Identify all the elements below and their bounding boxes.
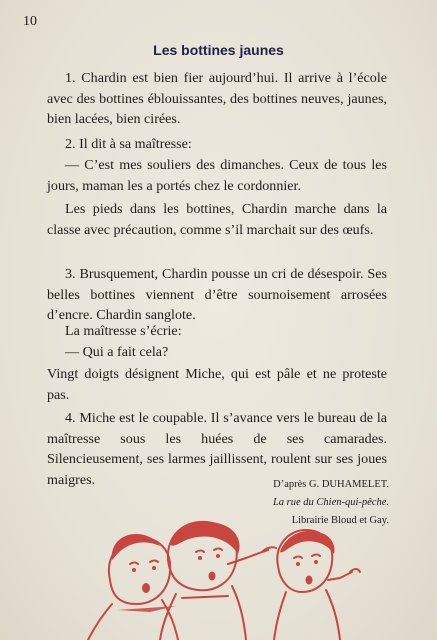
story-title: Les bottines jaunes (153, 42, 284, 58)
child-center-figure (160, 522, 276, 640)
children-pointing-illustration (0, 500, 437, 640)
paragraph-2: 2. Il dit à sa maîtresse: (65, 136, 192, 152)
paragraph-7: — Qui a fait cela? (65, 344, 169, 360)
paragraph-6: La maîtresse s’écrie: (65, 323, 182, 339)
child-right-figure (274, 530, 360, 640)
paragraph-3: — C’est mes souliers des dimanches. Ceux de tous les jours, maman les a portés chez le cordonnier. (47, 157, 387, 194)
paragraph-9: 4. Miche est le coupable. Il s’avance vers le bureau de la maîtresse sous les huées de ses camarades. Silencieusement, ses larmes jaillissent, roulent sur ses joues maigres. (47, 410, 387, 488)
paragraph-4: Les pieds dans les bottines, Chardin marche dans la classe avec précaution, comme s’il marchait sur des œufs. (47, 201, 387, 238)
page-number: 10 (23, 14, 37, 29)
credit-book-title: La rue du Chien-qui-pêche. (272, 497, 389, 508)
paragraph-8: Vingt doigts désignent Miche, qui est pâle et ne proteste pas. (47, 366, 387, 403)
credit-author: D’après G. DUHAMELET. (273, 479, 389, 490)
paragraph-1: 1. Chardin est bien fier aujourd’hui. Il arrive à l’école avec des bottines éblouissantes, des bottines neuves, jaunes, bien lacées, bien cirées. (47, 70, 387, 127)
credit-publisher: Librairie Bloud et Gay. (291, 515, 389, 526)
paragraph-5: 3. Brusquement, Chardin pousse un cri de désespoir. Ses belles bottines viennent d’être sournoisement arrosées d’encre. Chardin sanglote. (47, 266, 387, 323)
